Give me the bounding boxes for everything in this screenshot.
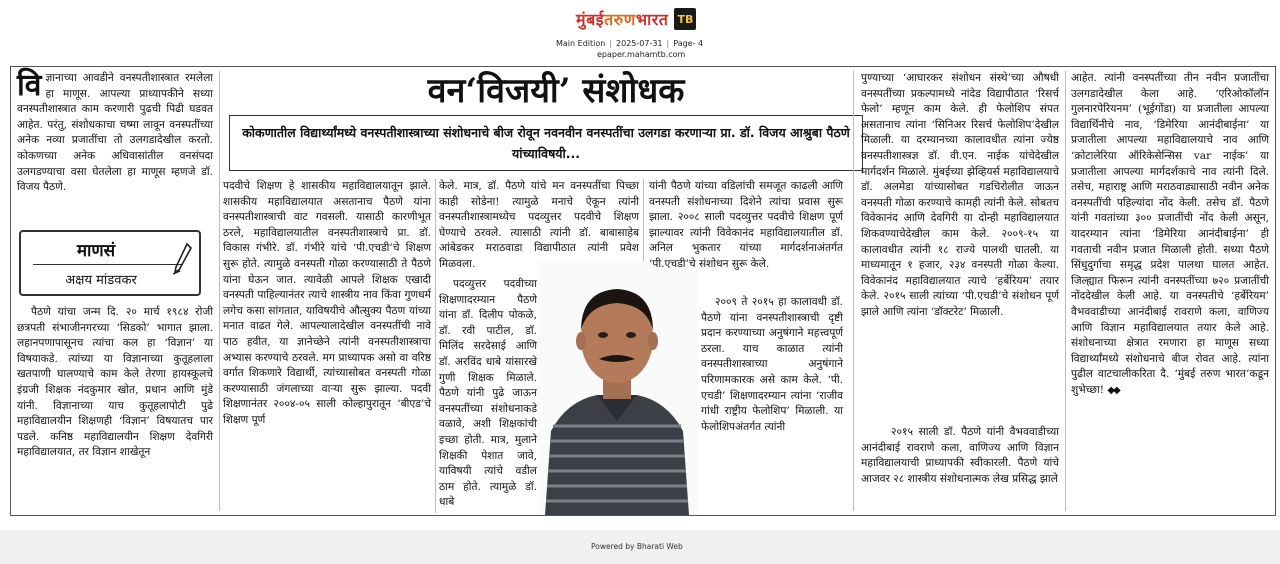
column-rule <box>643 179 644 261</box>
article-col-4-wrap: २००९ ते २०१५ हा कालावधी डॉ. पैठणे यांना वनस्पतीशास्त्राची दृष्टी प्रदान करण्याच्या अनुषंगाने महत्त्वपूर्ण ठरला. याच काळात त्यांनी वनस्पतीशास्त्राच्या अनुषंगाने परिणामकारक असे काम केले. ‘पी. एचडी’ शिक्षणादरम्यान त्यांना ‘राजीव गांधी राष्ट्रीय फेलोशिप’ मिळाली. या फेलोशिपअंतर्गत त्यांनी <box>701 296 843 433</box>
headline: वन‘विजयी’ संशोधक <box>427 71 685 111</box>
article-col-3: केले. मात्र, डॉ. पैठणे यांचे मन वनस्पतींचा पिच्छा काही सोडेना! त्यामुळे मनाचे ऐकून त्यांनी वनस्पतीशास्त्रामध्येच पदव्युत्तर पदवीचे शिक्षण घेण्याचे ठरवले. त्यासाठी त्यांनी डॉ. बाबासाहेब आंबेडकर मराठवाडा विद्यापीठात त्यांनी प्रवेश मिळवला. <box>439 180 639 270</box>
footer <box>0 530 1280 564</box>
deck: कोकणातील विद्यार्थ्यांमध्ये वनस्पतीशास्त्राच्या संशोधनाचे बीज रोवून नवनवीन वनस्पतींचा उलगडा करणाऱ्या प्रा. डॉ. विजय आश्रुबा पैठणे यांच्याविषयी... <box>229 115 863 171</box>
drop-cap: वि <box>17 68 42 103</box>
logo-badge-icon: TB <box>674 8 696 30</box>
epaper-header <box>0 0 1280 62</box>
newspaper-logo[interactable] <box>576 8 696 30</box>
column-title: माणसं <box>76 241 116 261</box>
column-rule <box>1065 71 1066 511</box>
column-rule <box>219 71 220 511</box>
edition-info: Main Edition | 2025-07-31 | Page- 4 <box>556 39 704 48</box>
edition-date: 2025-07-31 <box>616 39 663 48</box>
article-col-5: पुण्याच्या ‘आघारकर संशोधन संस्थे’च्या औषधी वनस्पतींच्या प्रकल्पामध्ये नांदेड विद्यापीठात ‘रिसर्च फेलो’ म्हणून काम केले. ही फेलोशिप संपत असतानाच त्यांना ‘सिनिअर रिसर्च फेलोशिप’देखील मिळाली. या दरम्यानच्या कालावधीत त्यांना ज्येष्ठ वनस्पतीशास्त्रज्ञ डॉ. वी.एन. नाईक यांचेदेखील मार्गदर्शन मिळाले. मुंबईच्या झेव्हियर्स महाविद्यालयाचे डॉ. अलमेडा यांच्यासोबत गडचिरोलीत जाऊन वनस्पती गोळा करण्याचे कामही त्यांनी केले. सोबतच विवेकानंद आणि देवगिरी या दोन्ही महाविद्यालयात शिकवण्याचेदेखील काम केले. २००९-१५ या कालावधीत त्यांनी १८ राज्ये पालथी घातली. या माध्यमातून १ हजार, २३४ वनस्पती गोळा केल्या. विवेकानंद महाविद्यालयात त्याचे ‘हर्बेरियम’ तयार केले. २०१५ साली त्यांच्या ‘पी.एचडी’चे संशोधन पूर्ण झाले आणि त्यांना ‘डॉक्टरेट’ मिळाली. <box>861 72 1059 318</box>
logo-text: मुंबईतरुणभारत <box>576 10 669 29</box>
author-name: अक्षय मांडवकर <box>65 273 137 288</box>
column-rule <box>853 71 854 511</box>
page-number: Page- 4 <box>673 39 704 48</box>
article-clipping <box>10 66 1276 516</box>
pen-icon <box>171 242 193 276</box>
article-col-2: पदवीचे शिक्षण हे शासकीय महाविद्यालयातून झाले. शासकीय महाविद्यालयात असतानाच पैठणे यांना वनस्पतीशास्त्राची वाट गवसली. यासाठी कारणीभूत ठरले, महाविद्यालयातील वनस्पतीशास्त्राचे प्रा. डॉ. विकास गंभीरे. डॉ. गंभीरे यांचे ‘पी.एचडी’चे शिक्षण सुरू होते. त्यामुळे वनस्पती गोळा करण्यासाठी ते पैठणे यांना घेऊन जात. त्यावेळी आपले शिक्षक एखादी वनस्पती पाहिल्यानंतर त्याचे शास्त्रीय नाव किंवा गुणधर्म लगेच कसा सांगतात, याविषयीचे औत्सुक्य पैठण यांच्या मनात वाढत गेले. आपल्यालादेखील वनस्पतींची नावे पाठ हवीत, या ज्ञानेच्छेने त्यांनी वनस्पतीशास्त्राचा अभ्यास करण्याचे ठरवले. मग प्राध्यापक असो वा वरिष्ठ वर्गात शिकणारे विद्यार्थी, त्यांच्यासोबत वनस्पती गोळा करण्यासाठी जंगलाच्या वाऱ्या सुरू झाल्या. पदवी शिक्षणानंतर २००४-०५ साली कोल्हापुरातून ‘बीएड’चे शिक्षण पूर्ण <box>223 180 431 426</box>
site-url[interactable]: epaper.mahamtb.com <box>597 50 686 59</box>
column-rule <box>435 179 436 513</box>
article-col-3-wrap: पदव्युत्तर पदवीच्या शिक्षणादरम्यान पैठणे यांना डॉ. दिलीप पोकळे, डॉ. रवी पाटील, डॉ. मिलिंद सरदेसाई आणि डॉ. अरविंद धाबे यांसारखे गुणी शिक्षक मिळाले. पैठणे यांनी पुढे जाऊन वनस्पतींच्या संशोधनाकडे वळावे, अशी शिक्षकांची इच्छा होती. मात्र, मुलाने शिक्षकी पेशात जावे, याविषयी त्यांचे वडील ठाम होते. त्यामुळे डॉ. धाबे <box>439 278 537 509</box>
article-col-5-b: २०१५ साली डॉ. पैठणे यांनी वैभववाडीच्या आनंदीबाई रावराणे कला, वाणिज्य आणि विज्ञान महाविद्यालयाची प्राध्यापकी स्वीकारली. पैठणे यांचे आजवर २८ शास्त्रीय संशोधनात्मक लेख प्रसिद्ध झाले <box>861 426 1059 485</box>
article-intro: विज्ञानाच्या आवडीने वनस्पतीशास्त्रात रमलेला हा माणूस. आपल्या प्राध्यापकीने सध्या वनस्पतीशास्त्रात काम करणारी पुढची पिढी घडवत आहेत. परंतु, संशोधकाचा चष्मा लावून वनस्पतींच्या अनेक नव्या प्रजातींचा तो उलगडादेखील करतो. कोकणच्या अनेक अधिवासांतील वनसंपदा उलगडण्याचा वसा घेतलेला हा माणूस म्हणजे डॉ. विजय पैठणे. <box>17 68 213 194</box>
portrait-icon <box>537 261 697 515</box>
edition-name: Main Edition <box>556 39 606 48</box>
article-col-4: यांनी पैठणे यांच्या वडिलांची समजूत काढली आणि वनस्पती संशोधनाच्या दिशेने त्यांचा प्रवास सुरू झाला. २००८ साली पदव्युत्तर पदवीचे शिक्षण पूर्ण झाल्यावर त्यांनी विवेकानंद महाविद्यालयातील डॉ. अनिल भुकतार यांच्या मार्गदर्शनाअंतर्गत ‘पी.एचडी’चे संशोधन सुरू केले. <box>649 180 843 270</box>
article-col-1: पैठणे यांचा जन्म दि. २० मार्च १९८४ रोजी छत्रपती संभाजीनगरच्या ‘सिडको’ भागात झाला. लहानपणापासूनच त्यांचा कल हा ‘विज्ञान’ या विषयाकडे. त्यांच्या या विज्ञानाच्या कुतूहलाला खतपाणी घालण्याचे काम केले तेरणा हायस्कूलचे इंग्रजी शिक्षक नंदकुमार खोत, प्रधान आणि मुंडे यांनी. विज्ञानाच्या याच कुतूहलापोटी पुढे महाविद्यालयीन शिक्षणही ‘विज्ञान’ विषयातच पार पडले. कनिष्ठ महाविद्यालयीन शिक्षण देवगिरी महाविद्यालयात, तर विज्ञान शाखेतून <box>17 306 213 459</box>
byline-box <box>19 230 201 296</box>
end-mark-icon: ◆◆ <box>1107 384 1119 396</box>
byline-divider <box>33 264 183 265</box>
author-portrait <box>537 261 697 515</box>
powered-by-link[interactable]: Powered by Bharati Web <box>591 542 683 551</box>
article-col-6: आहेत. त्यांनी वनस्पतींच्या तीन नवीन प्रजातींचा उलगडादेखील केला आहे. ‘एरिओकॉलॉन गुलनारपेरियनम’ (भूईगोंडा) या प्रजातीला आपल्या विद्यार्थिनीचे नाव, ‘डिमेरिया आनंदीबाईना’ या प्रजातीला आपल्या महाविद्यालयाचे नाव आणि ‘क्रोटालेरिया ऑरिकेसेन्सिस var नाईक’ या प्रजातीला आपल्या मार्गदर्शकाचे नाव त्यांनी दिले. तसेच, महाराष्ट्र आणि मराठवाड्यासाठी नवीन अनेक वनस्पतींची पहिल्यांदा नोंद केली. तसेच डॉ. पैठणे यांनी गवतांच्या ३०० प्रजातींची नोंद केली असून, यादरम्यान त्यांना ‘डिमेरिया आनंदीबाईना’ ही गवताची नवीन प्रजात मिळाली होती. सध्या पैठणे सिंधुदुर्गाचा समृद्ध प्रदेश पालथा घालत आहेत. जिल्ह्यात फिरून त्यांनी वनस्पतींच्या ७२० प्रजातींची नोंददेखील केली आहे. या वनस्पतीचे ‘हर्बेरियम’ वैभववाडीच्या आनंदीबाई रावराणे कला, वाणिज्य आणि विज्ञान महाविद्यालयात तयार केले आहे. संशोधनाच्या क्षेत्रात रमणारा हा माणूस सध्या विद्यार्थ्यांमध्ये संशोधनाचे बीज रोवत आहे. त्यांना पुढील वाटचालीकरिता दै. ‘मुंबई तरुण भारत’कडून शुभेच्छा! ◆◆ <box>1071 72 1269 396</box>
